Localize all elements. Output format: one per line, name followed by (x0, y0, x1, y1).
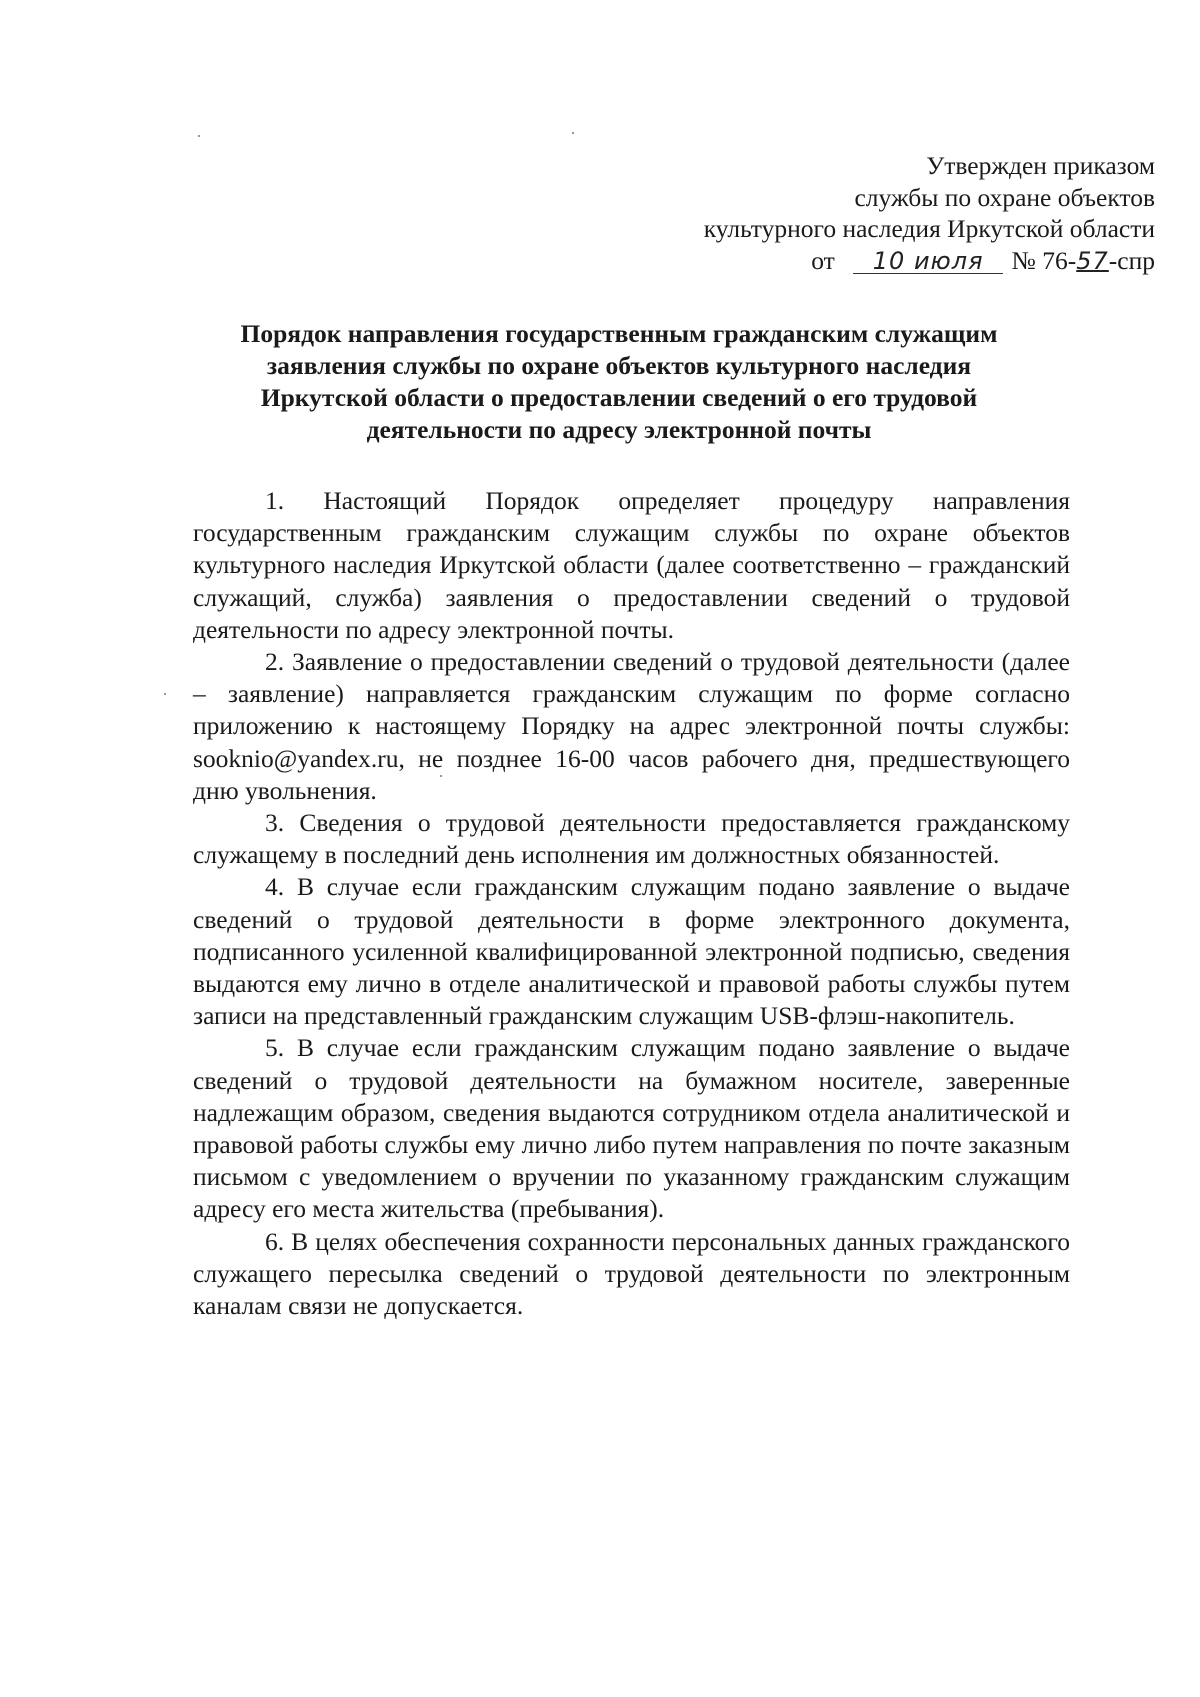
title-line: Иркутской области о предоставлении сведений о его трудовой (260, 383, 978, 412)
paragraph-6: 6. В целях обеспечения сохранности персональных данных гражданского служащего пересылка сведений о трудовой деятельности по электронным каналам связи не допускается. (193, 1226, 1070, 1321)
approval-stamp-block (704, 150, 1155, 277)
paragraph-2: 2. Заявление о предоставлении сведений о трудовой деятельности (далее – заявление) направляется гражданским служащим по форме согласно приложению к настоящему Порядку на адрес электронной почты службы: sooknio@yandex.ru, не позднее 16-00 часов рабочего дня, предшествующего дню увольнения. (193, 647, 1070, 805)
paragraph-5: 5. В случае если гражданским служащим подано заявление о выдаче сведений о трудовой деятельности на бумажном носителе, заверенные надлежащим образом, сведения выдаются сотрудником отдела аналитической и правовой работы службы ему лично либо путем направления по почте заказным письмом с уведомлением о вручении по указанному гражданским служащим адресу его места жительства (пребывания). (193, 1033, 1070, 1224)
approval-date-line (704, 245, 1155, 278)
handwritten-number: 57 (1076, 246, 1109, 275)
title-line: заявления службы по охране объектов культурного наследия (266, 351, 972, 380)
scan-speck (198, 135, 200, 137)
title-line: Порядок направления государственным гражданским служащим (240, 319, 998, 348)
document-title (160, 318, 1078, 446)
handwritten-date: 10 июля (853, 249, 1003, 274)
date-prefix: от (811, 245, 835, 275)
title-line: деятельности по адресу электронной почты (366, 415, 872, 444)
approval-line-1: Утвержден приказом (926, 151, 1155, 180)
number-prefix: № 76- (1011, 245, 1077, 275)
paragraph-4: 4. В случае если гражданским служащим подано заявление о выдаче сведений о трудовой деятельности в форме электронного документа, подписанного усиленной квалифицированной электронной подписью, сведения выдаются ему лично в отделе аналитической и правовой работы службы путем записи на представленный гражданским служащим USB-флэш-накопитель. (193, 872, 1070, 1031)
approval-line-3: культурного наследия Иркутской области (703, 214, 1155, 243)
approval-line-2: службы по охране объектов (854, 182, 1155, 212)
paragraph-1: 1. Настоящий Порядок определяет процедуру направления государственным гражданским служащим службы по охране объектов культурного наследия Иркутской области (далее соответственно – гражданский служащий, служба) заявления о предоставлении сведений о трудовой деятельности по адресу электронной почты. (193, 486, 1070, 644)
paragraph-3: 3. Сведения о трудовой деятельности предоставляется гражданскому служащему в последний день исполнения им должностных обязанностей. (193, 808, 1070, 870)
number-suffix: -спр (1108, 245, 1155, 275)
scan-speck (164, 693, 166, 695)
document-body (193, 485, 1070, 1322)
scan-speck (572, 132, 574, 134)
